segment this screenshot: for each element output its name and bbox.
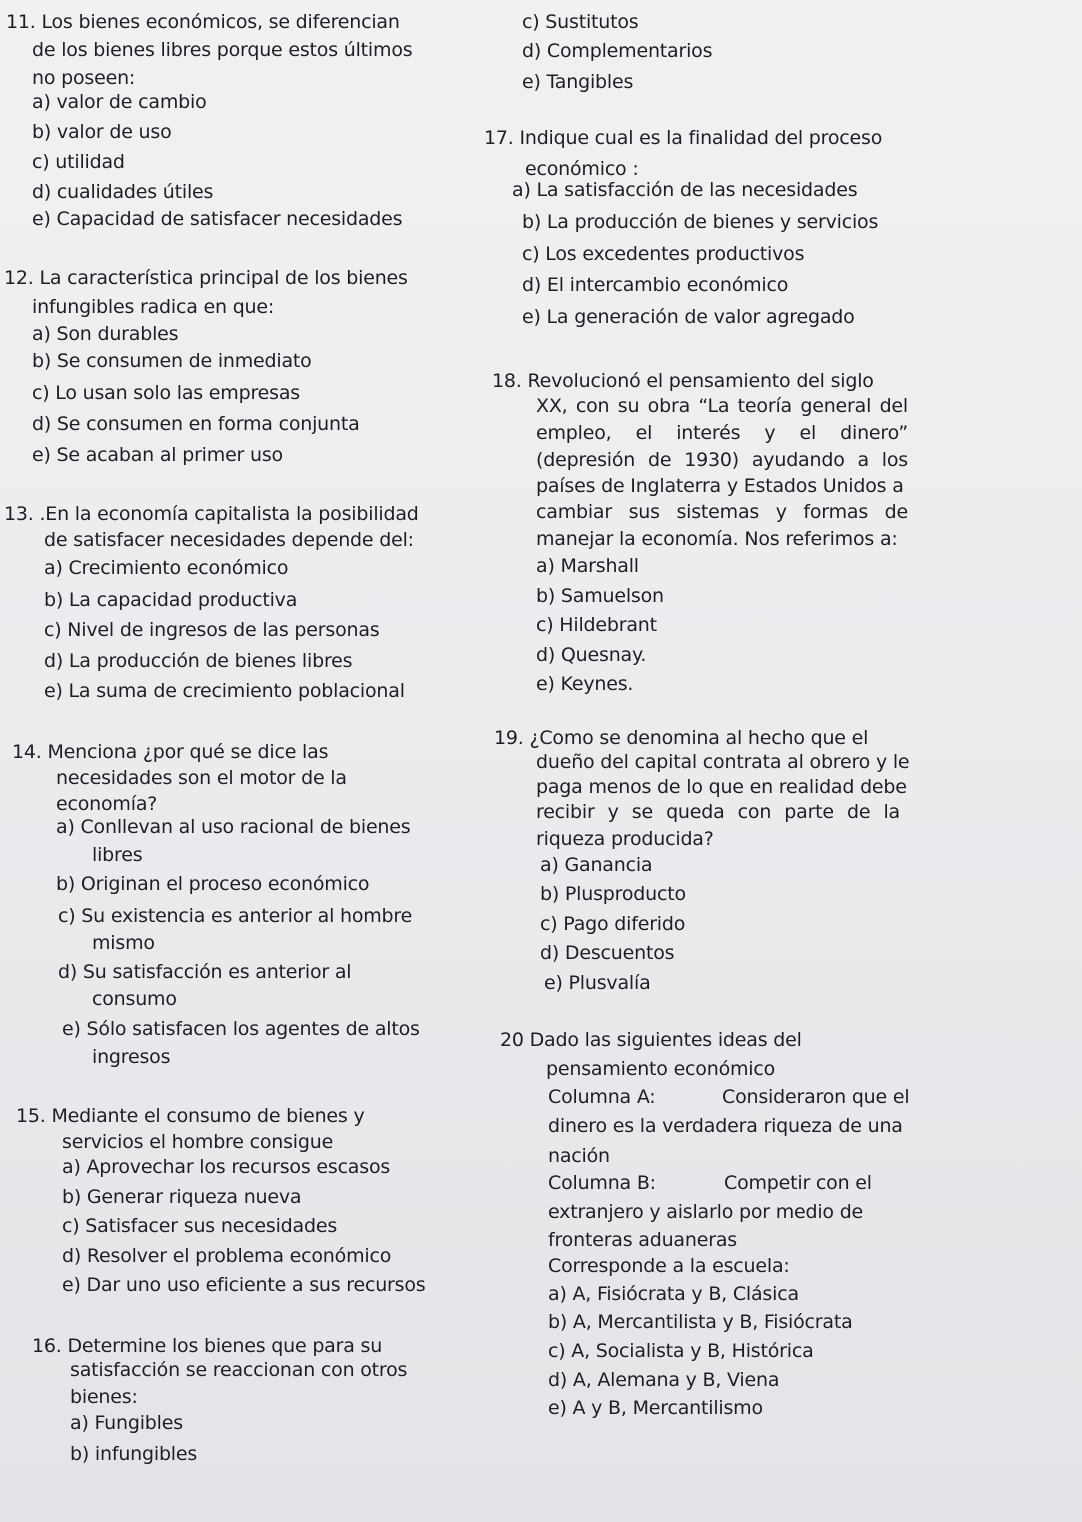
q20-stem-line: pensamiento económico: [546, 1058, 776, 1080]
q13-option-b: b) La capacidad productiva: [44, 589, 298, 611]
q17-stem-line: económico :: [525, 158, 639, 180]
q18-option-c: c) Hildebrant: [536, 614, 657, 636]
q20-column-a-text: dinero es la verdadera riqueza de una: [548, 1115, 903, 1137]
q15-option-a: a) Aprovechar los recursos escasos: [62, 1156, 391, 1178]
q20-column-b-text: Competir con el: [724, 1172, 872, 1194]
q11-stem-line: no poseen:: [32, 67, 136, 89]
q17-stem-line: 17. Indique cual es la finalidad del proceso: [484, 127, 883, 149]
q17-option-e: e) La generación de valor agregado: [522, 306, 855, 328]
q11-option-c: c) utilidad: [32, 151, 125, 173]
q14-stem-line: necesidades son el motor de la: [56, 767, 347, 789]
q13-option-e: e) La suma de crecimiento poblacional: [44, 680, 405, 702]
q11-option-e: e) Capacidad de satisfacer necesidades: [32, 208, 403, 230]
q15-stem-line: 15. Mediante el consumo de bienes y: [16, 1105, 365, 1127]
q18-stem-line: manejar la economía. Nos referimos a:: [536, 528, 898, 550]
q12-option-d: d) Se consumen en forma conjunta: [32, 413, 360, 435]
q12-stem-line: 12. La característica principal de los bienes: [4, 267, 408, 289]
q16-option-c: c) Sustitutos: [522, 11, 639, 33]
q18-stem-line: países de Inglaterra y Estados Unidos a: [536, 475, 904, 497]
q20-option-c: c) A, Socialista y B, Histórica: [548, 1340, 814, 1362]
q12-option-c: c) Lo usan solo las empresas: [32, 382, 300, 404]
q20-option-e: e) A y B, Mercantilismo: [548, 1397, 763, 1419]
q18-option-a: a) Marshall: [536, 555, 639, 577]
q20-stem-line: 20 Dado las siguientes ideas del: [500, 1029, 802, 1051]
q13-stem-line: de satisfacer necesidades depende del:: [44, 529, 414, 551]
q18-option-b: b) Samuelson: [536, 585, 664, 607]
q18-stem-line: 18. Revolucionó el pensamiento del siglo: [492, 370, 874, 392]
q13-option-c: c) Nivel de ingresos de las personas: [44, 619, 380, 641]
q16-option-d: d) Complementarios: [522, 40, 713, 62]
q12-stem-line: infungibles radica en que:: [32, 296, 275, 318]
q20-column-b-label: Columna B:: [548, 1172, 656, 1194]
q19-option-c: c) Pago diferido: [540, 913, 686, 935]
q16-option-e: e) Tangibles: [522, 71, 634, 93]
q14-option-e: e) Sólo satisfacen los agentes de altos: [62, 1018, 420, 1040]
q14-option-d: d) Su satisfacción es anterior al: [58, 961, 352, 983]
q19-stem-line: riqueza producida?: [536, 828, 714, 850]
q11-stem-line: 11. Los bienes económicos, se diferencian: [6, 11, 400, 33]
q12-option-e: e) Se acaban al primer uso: [32, 444, 283, 466]
q16-stem-line: satisfacción se reaccionan con otros: [70, 1359, 408, 1381]
q15-option-b: b) Generar riqueza nueva: [62, 1186, 302, 1208]
q20-option-d: d) A, Alemana y B, Viena: [548, 1369, 780, 1391]
q15-option-d: d) Resolver el problema económico: [62, 1245, 392, 1267]
q14-option-e-cont: ingresos: [92, 1046, 171, 1068]
q20-column-a-text: Consideraron que el: [722, 1086, 910, 1108]
q18-option-d: d) Quesnay.: [536, 644, 647, 666]
q14-option-d-cont: consumo: [92, 988, 177, 1010]
q17-option-c: c) Los excedentes productivos: [522, 243, 805, 265]
q15-option-e: e) Dar uno uso eficiente a sus recursos: [62, 1274, 426, 1296]
q20-option-b: b) A, Mercantilista y B, Fisiócrata: [548, 1311, 853, 1333]
q15-option-c: c) Satisfacer sus necesidades: [62, 1215, 338, 1237]
q14-option-a-cont: libres: [92, 844, 143, 866]
q20-column-b-text: extranjero y aislarlo por medio de: [548, 1201, 864, 1223]
q14-option-a: a) Conllevan al uso racional de bienes: [56, 816, 411, 838]
q20-column-b-text: fronteras aduaneras: [548, 1229, 737, 1251]
q13-stem-line: 13. .En la economía capitalista la posibilidad: [4, 503, 419, 525]
q19-stem-line: dueño del capital contrata al obrero y le: [536, 751, 910, 773]
q17-option-d: d) El intercambio económico: [522, 274, 789, 296]
q14-stem-line: economía?: [56, 793, 158, 815]
q11-stem-line: de los bienes libres porque estos últimos: [32, 39, 413, 61]
q18-option-e: e) Keynes.: [536, 673, 634, 695]
q16-stem-line: 16. Determine los bienes que para su: [32, 1335, 383, 1357]
q19-option-a: a) Ganancia: [540, 854, 653, 876]
q18-stem-line: (depresión de 1930) ayudando a los: [536, 449, 908, 471]
q19-stem-line: recibir y se queda con parte de la: [536, 801, 900, 823]
q12-option-a: a) Son durables: [32, 323, 179, 345]
q20-column-a-text: nación: [548, 1145, 610, 1167]
q19-option-d: d) Descuentos: [540, 942, 675, 964]
q16-stem-line: bienes:: [70, 1386, 138, 1408]
q17-option-b: b) La producción de bienes y servicios: [522, 211, 879, 233]
q14-option-c: c) Su existencia es anterior al hombre: [58, 905, 413, 927]
q11-option-a: a) valor de cambio: [32, 91, 207, 113]
q18-stem-line: cambiar sus sistemas y formas de: [536, 501, 908, 523]
q17-option-a: a) La satisfacción de las necesidades: [512, 179, 858, 201]
q16-option-b: b) infungibles: [70, 1443, 198, 1465]
q11-option-b: b) valor de uso: [32, 121, 172, 143]
q19-option-b: b) Plusproducto: [540, 883, 686, 905]
q13-option-a: a) Crecimiento económico: [44, 557, 289, 579]
q14-option-c-cont: mismo: [92, 932, 155, 954]
q11-option-d: d) cualidades útiles: [32, 181, 214, 203]
q16-option-a: a) Fungibles: [70, 1412, 183, 1434]
q12-option-b: b) Se consumen de inmediato: [32, 350, 312, 372]
q19-stem-line: 19. ¿Como se denomina al hecho que el: [494, 727, 869, 749]
q20-option-a: a) A, Fisiócrata y B, Clásica: [548, 1283, 799, 1305]
q15-stem-line: servicios el hombre consigue: [62, 1131, 334, 1153]
q18-stem-line: XX, con su obra “La teoría general del: [536, 395, 908, 417]
q20-column-a-label: Columna A:: [548, 1086, 656, 1108]
q14-option-b: b) Originan el proceso económico: [56, 873, 370, 895]
q14-stem-line: 14. Menciona ¿por qué se dice las: [12, 741, 329, 763]
q18-stem-line: empleo, el interés y el dinero”: [536, 422, 908, 444]
q19-stem-line: paga menos de lo que en realidad debe: [536, 776, 907, 798]
q13-option-d: d) La producción de bienes libres: [44, 650, 353, 672]
q19-option-e: e) Plusvalía: [544, 972, 651, 994]
q20-prompt: Corresponde a la escuela:: [548, 1255, 790, 1277]
